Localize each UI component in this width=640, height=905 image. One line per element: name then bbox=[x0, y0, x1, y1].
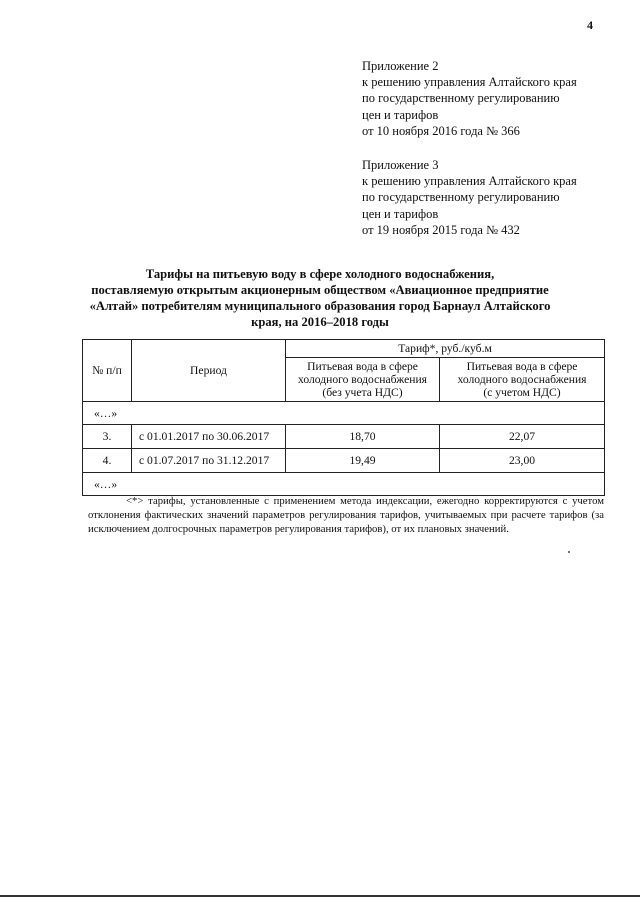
appendix-3-line: к решению управления Алтайского края bbox=[362, 174, 577, 189]
scan-artifact-dot bbox=[568, 551, 570, 553]
appendix-3-line: от 19 ноября 2015 года № 432 bbox=[362, 222, 520, 237]
header-tariff: Тариф*, руб./куб.м bbox=[286, 340, 605, 358]
tariff-table bbox=[82, 339, 605, 496]
appendix-3-line: по государственному регулированию bbox=[362, 190, 560, 205]
table-row-ellipsis bbox=[83, 473, 605, 496]
table-row bbox=[83, 449, 605, 473]
row-tariff-without-vat: 18,70 bbox=[286, 425, 440, 449]
footnote bbox=[88, 494, 604, 536]
header-number: № п/п bbox=[83, 340, 132, 402]
header-with-vat-line: (с учетом НДС) bbox=[483, 386, 561, 399]
header-with-vat bbox=[440, 358, 605, 402]
title-line: «Алтай» потребителям муниципального образования город Барнаул Алтайского bbox=[89, 299, 551, 313]
header-period: Период bbox=[132, 340, 286, 402]
bottom-scan-border bbox=[0, 895, 640, 897]
appendix-3-line: цен и тарифов bbox=[362, 206, 439, 221]
appendix-2-line: Приложение 2 bbox=[362, 59, 439, 73]
appendix-2-header bbox=[362, 58, 577, 139]
header-without-vat-line: холодного водоснабжения bbox=[297, 373, 427, 386]
footnote-text: <*> тарифы, установленные с применением метода индексации, ежегодно корректируются с учетом отклонения фактических значений параметров регулирования тарифов, учитываемых при расчете тарифов (за исключением долгосрочных параметров регулирования тарифов), от их плановых значений. bbox=[88, 495, 604, 535]
ellipsis-cell: «…» bbox=[83, 402, 605, 425]
page-number: 4 bbox=[587, 18, 593, 32]
header-without-vat-line: Питьевая вода в сфере bbox=[307, 360, 418, 373]
row-tariff-without-vat: 19,49 bbox=[286, 449, 440, 473]
row-number: 3. bbox=[83, 425, 132, 449]
table-row bbox=[83, 425, 605, 449]
row-tariff-with-vat: 22,07 bbox=[440, 425, 605, 449]
header-without-vat bbox=[286, 358, 440, 402]
ellipsis-cell: «…» bbox=[83, 473, 605, 496]
title-line: края, на 2016–2018 годы bbox=[251, 315, 389, 329]
document-title bbox=[70, 266, 570, 330]
row-period: с 01.07.2017 по 31.12.2017 bbox=[132, 449, 286, 473]
appendix-3-line: Приложение 3 bbox=[362, 158, 439, 172]
row-tariff-with-vat: 23,00 bbox=[440, 449, 605, 473]
row-period: с 01.01.2017 по 30.06.2017 bbox=[132, 425, 286, 449]
header-without-vat-line: (без учета НДС) bbox=[322, 386, 403, 399]
appendix-2-line: по государственному регулированию bbox=[362, 91, 560, 106]
appendix-2-line: цен и тарифов bbox=[362, 107, 439, 122]
appendix-3-header bbox=[362, 157, 577, 238]
header-with-vat-line: холодного водоснабжения bbox=[457, 373, 587, 386]
row-number: 4. bbox=[83, 449, 132, 473]
title-line: Тарифы на питьевую воду в сфере холодного водоснабжения, bbox=[145, 267, 495, 281]
appendix-2-line: к решению управления Алтайского края bbox=[362, 75, 577, 90]
appendix-2-line: от 10 ноября 2016 года № 366 bbox=[362, 123, 520, 138]
title-line: поставляемую открытым акционерным обществом «Авиационное предприятие bbox=[91, 283, 549, 297]
header-with-vat-line: Питьевая вода в сфере bbox=[466, 360, 578, 373]
table-row-ellipsis bbox=[83, 402, 605, 425]
